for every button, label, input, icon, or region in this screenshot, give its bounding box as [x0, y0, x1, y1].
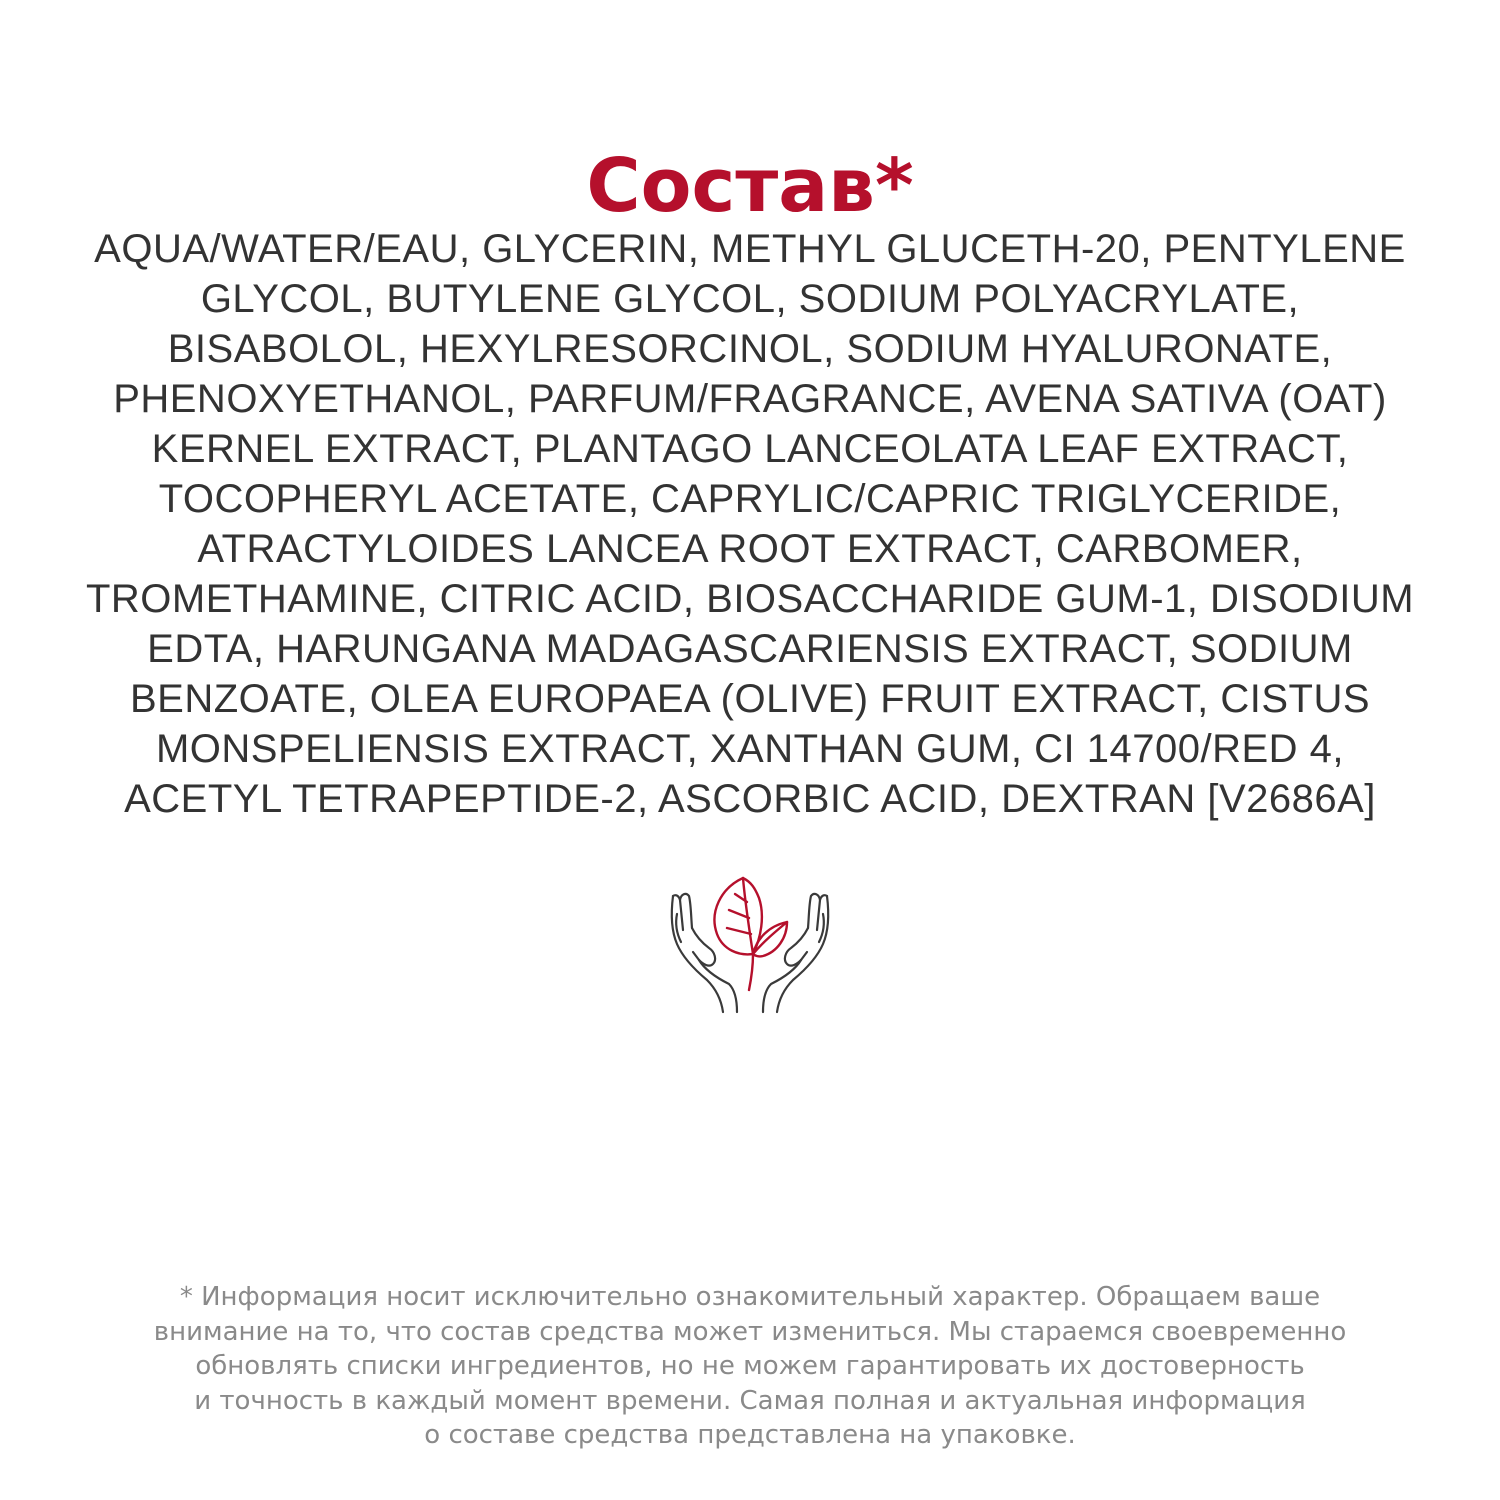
footnote-line: обновлять списки ингредиентов, но не можем гарантировать их достоверность [195, 1351, 1305, 1381]
ingredients-line: GLYCOL, BUTYLENE GLYCOL, SODIUM POLYACRYLATE, [200, 277, 1300, 321]
ingredients-line: TROMETHAMINE, CITRIC ACID, BIOSACCHARIDE GUM-1, DISODIUM [85, 577, 1415, 621]
ingredients-line: PHENOXYETHANOL, PARFUM/FRAGRANCE, AVENA SATIVA (OAT) [113, 377, 1387, 421]
footnote-line: * Информация носит исключительно ознакомительный характер. Обращаем ваше [179, 1282, 1321, 1312]
ingredients-list [40, 224, 1460, 824]
ingredients-line: BENZOATE, OLEA EUROPAEA (OLIVE) FRUIT EXTRACT, CISTUS [129, 677, 1371, 721]
ingredients-line: ATRACTYLOIDES LANCEA ROOT EXTRACT, CARBOMER, [197, 527, 1303, 571]
ingredients-line: KERNEL EXTRACT, PLANTAGO LANCEOLATA LEAF EXTRACT, [151, 427, 1349, 471]
ingredients-line: BISABOLOL, HEXYLRESORCINOL, SODIUM HYALURONATE, [167, 327, 1333, 371]
footnote-line: о составе средства представлена на упаковке. [424, 1420, 1076, 1450]
ingredients-line: AQUA/WATER/EAU, GLYCERIN, METHYL GLUCETH-20, PENTYLENE [94, 227, 1406, 271]
hands-holding-leaves-icon [665, 872, 835, 1017]
page-title: Состав* [586, 142, 914, 229]
footnote-line: внимание на то, что состав средства может измениться. Мы стараемся своевременно [153, 1316, 1347, 1347]
ingredients-line: MONSPELIENSIS EXTRACT, XANTHAN GUM, CI 14700/RED 4, [155, 727, 1345, 771]
ingredients-line: EDTA, HARUNGANA MADAGASCARIENSIS EXTRACT, SODIUM [147, 627, 1353, 671]
ingredients-line: TOCOPHERYL ACETATE, CAPRYLIC/CAPRIC TRIGLYCERIDE, [158, 477, 1342, 521]
footnote-line: и точность в каждый момент времени. Самая полная и актуальная информация [194, 1385, 1306, 1416]
ingredients-line: ACETYL TETRAPEPTIDE-2, ASCORBIC ACID, DEXTRAN [V2686A] [124, 777, 1376, 821]
disclaimer-footnote [40, 1280, 1460, 1453]
